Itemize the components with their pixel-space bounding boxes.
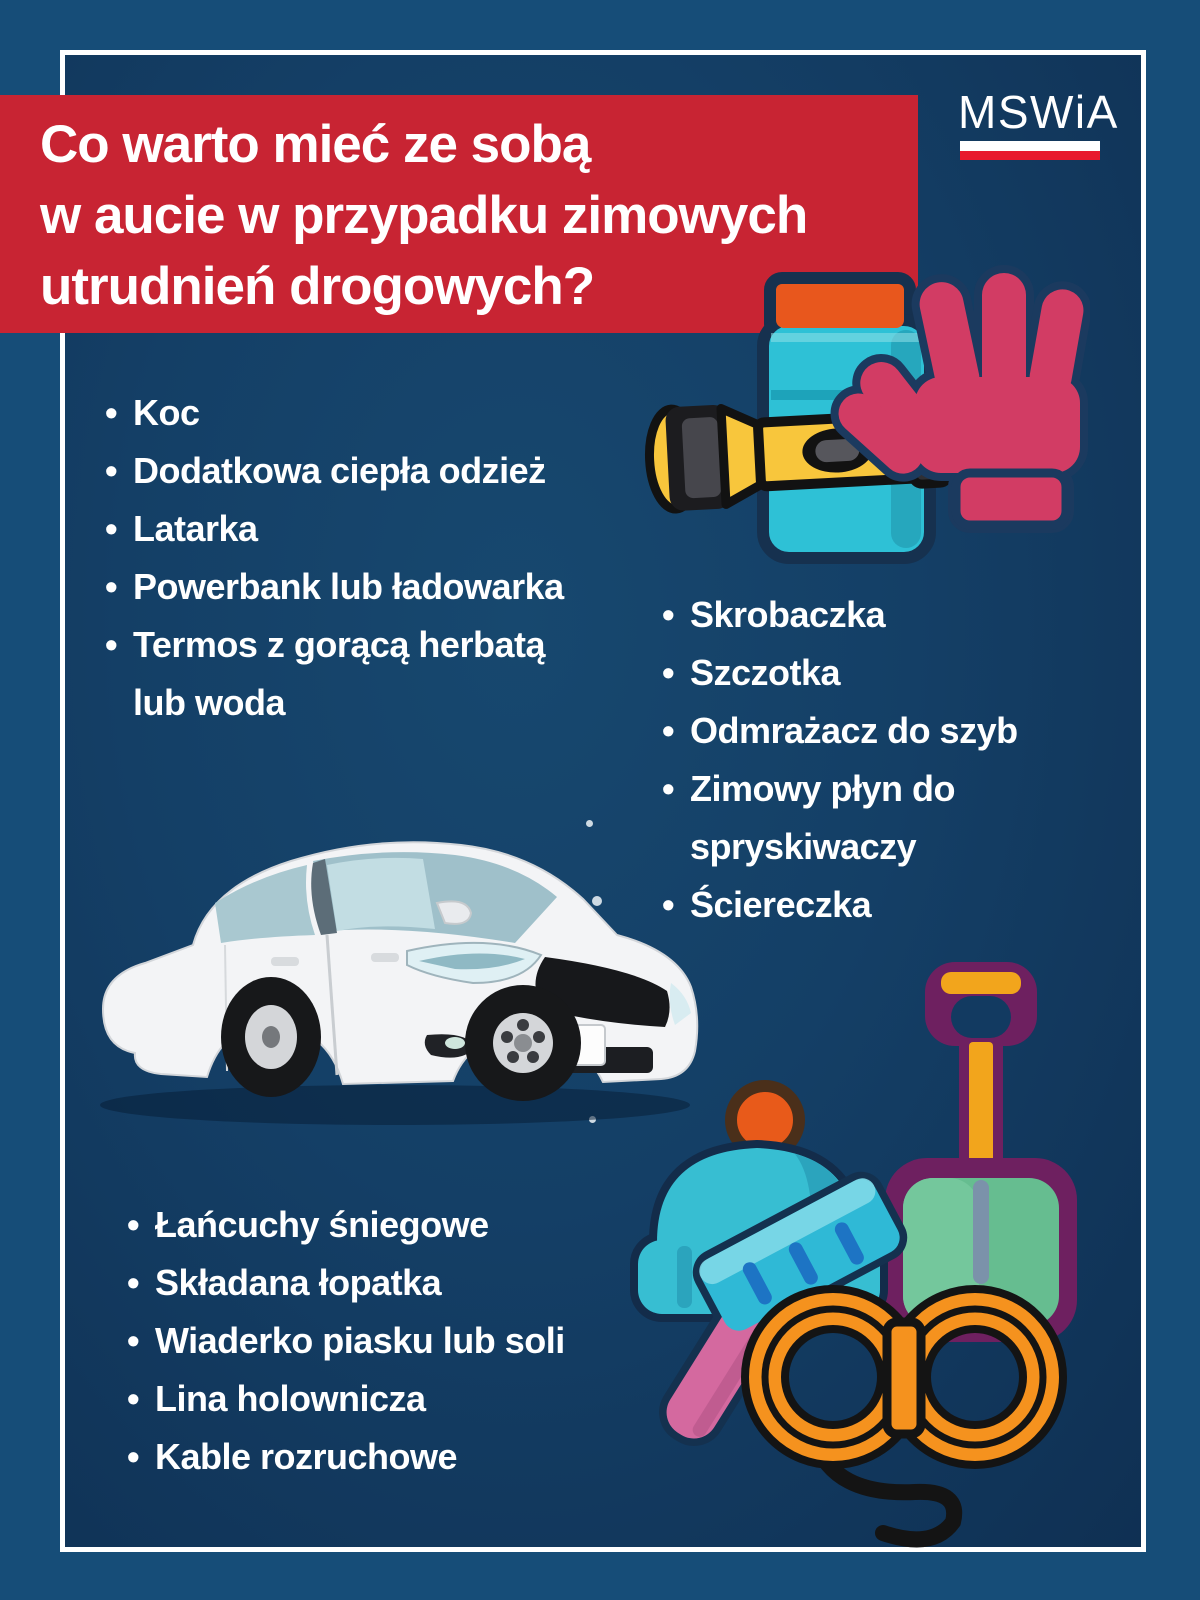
list-item: • Łańcuchy śniegowe xyxy=(127,1196,565,1254)
car-front-wheel xyxy=(465,985,581,1101)
list-item: • Składana łopatka xyxy=(127,1254,565,1312)
flag-white-stripe xyxy=(960,141,1100,151)
list-traction-rescue xyxy=(127,1196,565,1486)
list-item: • Koc xyxy=(105,384,564,442)
car-rear-wheel xyxy=(221,977,321,1097)
folding-shovel-icon xyxy=(885,962,1077,1342)
list-item: • Powerbank lub ładowarka xyxy=(105,558,564,616)
list-item: • Lina holownicza xyxy=(127,1370,565,1428)
page-title-line: w aucie w przypadku zimowych xyxy=(40,186,808,245)
list-item: • Szczotka xyxy=(662,644,1018,702)
flag-red-stripe xyxy=(960,151,1100,161)
list-item: • Kable rozruchowe xyxy=(127,1428,565,1486)
page-title-line: utrudnień drogowych? xyxy=(40,257,595,316)
list-windshield-care xyxy=(662,586,1018,934)
list-item: • Dodatkowa ciepła odzież xyxy=(105,442,564,500)
snow-tools-illustration xyxy=(615,930,1090,1575)
list-item: • Latarka xyxy=(105,500,564,558)
mswia-logo xyxy=(958,88,1119,160)
mswia-logo-text: MSWiA xyxy=(958,86,1119,138)
list-warm-supplies xyxy=(105,384,564,732)
list-item: • Zimowy płyn do spryskiwaczy xyxy=(662,760,1018,876)
poland-flag-bar xyxy=(960,141,1100,160)
winter-kit-illustration xyxy=(615,235,1090,575)
tow-rope-icon xyxy=(765,1309,1043,1539)
list-item: • Ściereczka xyxy=(662,876,1018,934)
car-icon xyxy=(100,842,697,1125)
page-title-line: Co warto mieć ze sobą xyxy=(40,115,591,174)
list-item: • Skrobaczka xyxy=(662,586,1018,644)
list-item: • Wiaderko piasku lub soli xyxy=(127,1312,565,1370)
white-car-illustration xyxy=(75,785,705,1130)
list-item: • Termos z gorącą herbatą lub woda xyxy=(105,616,564,732)
list-item: • Odmrażacz do szyb xyxy=(662,702,1018,760)
